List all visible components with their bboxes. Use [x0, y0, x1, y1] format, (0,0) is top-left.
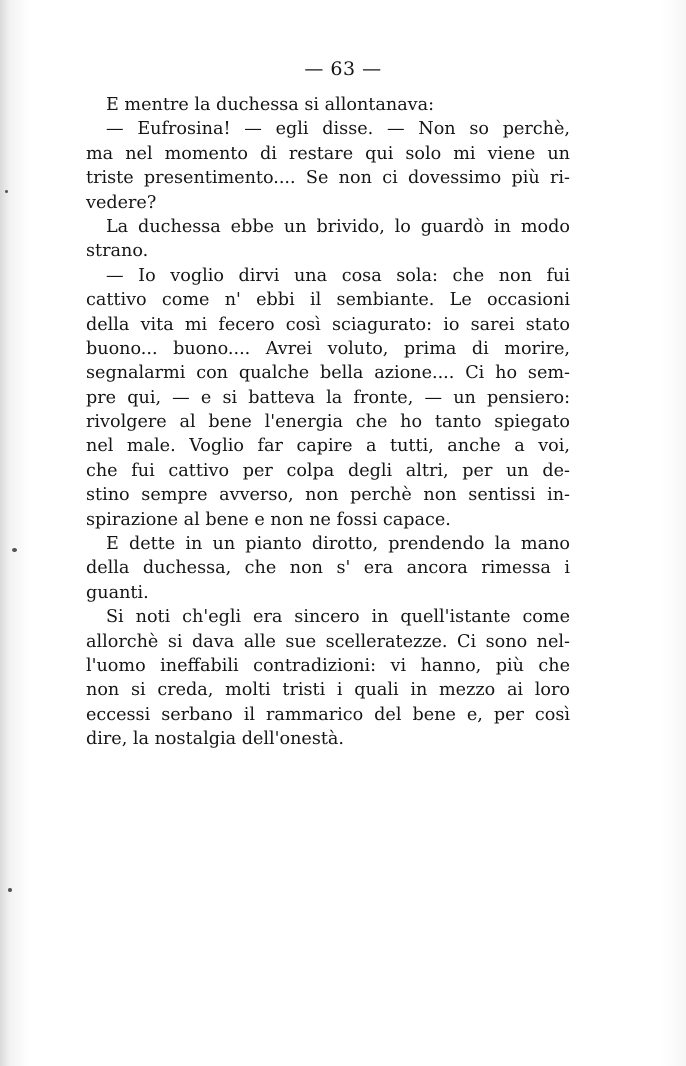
text-line: vedere?	[86, 192, 157, 213]
text-line: cattivo come n' ebbi il sembiante. Le occasioni	[86, 290, 570, 311]
text-line: strano.	[86, 241, 149, 262]
text-line: allorchè si dava alle sue scelleratezze. Ci sono nel-	[86, 631, 570, 652]
margin-speck	[12, 548, 17, 552]
text-line: spirazione al bene e non ne fossi capace.	[86, 509, 451, 530]
text-line: della vita mi fecero così sciagurato: io sarei stato	[86, 314, 570, 335]
text-line: ma nel momento di restare qui solo mi viene un	[86, 143, 570, 164]
page-number: — 63 —	[304, 58, 382, 80]
text-line: che fui cattivo per colpa degli altri, per un de-	[86, 460, 570, 481]
text-line: — Io voglio dirvi una cosa sola: che non fui	[106, 265, 570, 286]
text-line: — Eufrosina! — egli disse. — Non so perchè,	[106, 119, 570, 140]
text-line: nel male. Voglio far capire a tutti, anche a voi,	[86, 436, 570, 457]
text-line: stino sempre avverso, non perchè non sentissi in-	[86, 485, 570, 506]
text-line: E dette in un pianto dirotto, prendendo la mano	[106, 534, 570, 555]
text-line: buono... buono.... Avrei voluto, prima di morire,	[86, 338, 570, 359]
text-line: dire, la nostalgia dell'onestà.	[86, 729, 344, 750]
text-line: La duchessa ebbe un brivido, lo guardò in modo	[106, 216, 570, 237]
text-line: Si noti ch'egli era sincero in quell'istante come	[106, 607, 570, 628]
margin-speck	[5, 190, 8, 193]
text-line: triste presentimento.... Se non ci dovessimo più ri-	[86, 168, 570, 189]
text-line: pre qui, — e si batteva la fronte, — un pensiero:	[86, 387, 570, 408]
text-line: della duchessa, che non s' era ancora rimessa i	[86, 558, 570, 579]
body-text	[86, 93, 570, 752]
margin-speck	[8, 888, 12, 892]
text-line: non si creda, molti tristi i quali in mezzo ai loro	[86, 680, 570, 701]
text-line: segnalarmi con qualche bella azione.... Ci ho sem-	[86, 363, 570, 384]
text-line: guanti.	[86, 582, 149, 603]
text-line: rivolgere al bene l'energia che ho tanto spiegato	[86, 412, 570, 433]
text-line: eccessi serbano il rammarico del bene e, per così	[86, 704, 570, 725]
text-line: E mentre la duchessa si allontanava:	[106, 95, 435, 115]
text-line: l'uomo ineffabili contradizioni: vi hanno, più che	[86, 655, 570, 676]
